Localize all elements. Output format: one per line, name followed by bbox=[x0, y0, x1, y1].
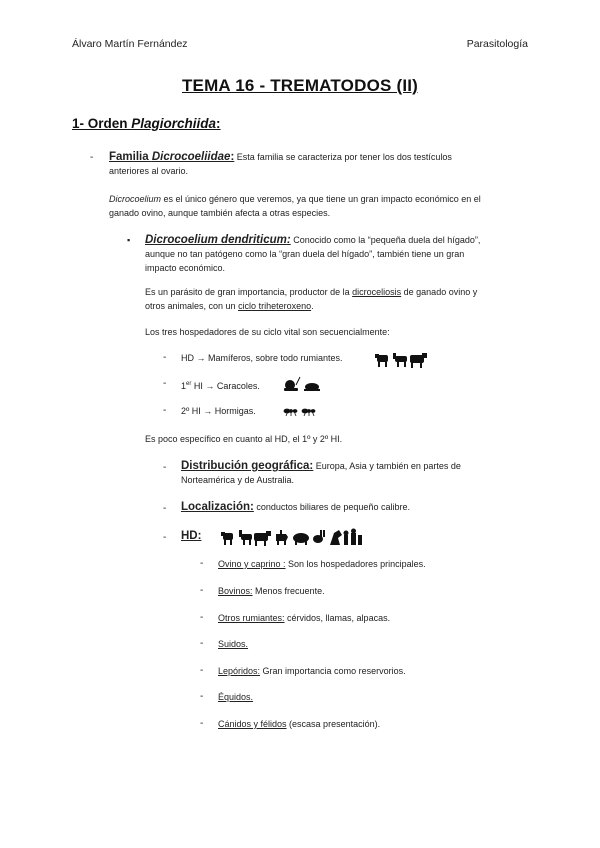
family-label-text: Familia bbox=[109, 151, 152, 163]
family-name: Dicrocoeliidae bbox=[151, 151, 231, 163]
species-name bbox=[145, 234, 291, 246]
hd-item bbox=[218, 557, 426, 571]
species-para3: Los tres hospedadores de su ciclo vital son secuencialmente: bbox=[145, 327, 390, 337]
distribution-bullet: - bbox=[163, 462, 167, 473]
hd-label: HD: bbox=[181, 530, 202, 542]
species-para4: Es poco específico en cuanto al HD, el 1º y 2º HI. bbox=[145, 434, 343, 444]
cycle-term: ciclo triheteroxeno bbox=[238, 301, 312, 311]
genus-desc-l1: es el único género que veremos, ya que tiene un gran impacto económico en el bbox=[161, 194, 481, 204]
host-second-intermediate: 2º HI → Hormigas. bbox=[181, 406, 256, 416]
family-colon: : bbox=[230, 151, 235, 163]
family-desc-l1: Esta familia se caracteriza por tener los dos testículos bbox=[234, 152, 452, 162]
hd-item-bullet: - bbox=[200, 718, 204, 729]
hd-item-bullet: - bbox=[200, 612, 204, 623]
species-para2 bbox=[145, 285, 545, 313]
species-desc-l3: impacto económico. bbox=[145, 263, 226, 273]
hd-item-label: Équidos. bbox=[218, 692, 254, 702]
section-colon: : bbox=[216, 116, 221, 131]
family-label bbox=[109, 151, 234, 163]
mammal-silhouettes-icon bbox=[374, 351, 430, 369]
hd-item bbox=[218, 664, 406, 678]
host-first-intermediate bbox=[181, 377, 260, 393]
location-bullet: - bbox=[163, 503, 167, 514]
header-subject: Parasitología bbox=[466, 38, 528, 50]
species-desc-l1: Conocido como la “pequeña duela del hígado”, bbox=[290, 235, 481, 245]
dicroceliosis-term: dicroceliosis bbox=[352, 287, 402, 297]
family-desc-l2: anteriores al ovario. bbox=[109, 166, 189, 176]
definitive-host-silhouettes-icon bbox=[220, 527, 365, 547]
distribution-label: Distribución geográfica: bbox=[181, 460, 314, 472]
hd-item-bullet: - bbox=[200, 638, 204, 649]
hd-item-bullet: - bbox=[200, 665, 204, 676]
species-desc-l2: aunque no tan patógeno como la “gran duela del hígado”, también tiene un gran bbox=[145, 249, 465, 259]
hd-item-text: Son los hospedadores principales. bbox=[285, 559, 426, 569]
hd-paragraph bbox=[181, 529, 201, 543]
hd-item-text: cérvidos, llamas, alpacas. bbox=[284, 613, 391, 623]
host1-text: HI → Caracoles. bbox=[191, 381, 260, 391]
para2-l2b: . bbox=[311, 301, 314, 311]
hd-bullet: - bbox=[163, 532, 167, 543]
location-text: conductos biliares de pequeño calibre. bbox=[253, 502, 410, 512]
family-paragraph bbox=[109, 150, 549, 178]
species-name-text: Dicrocoelium dendriticum bbox=[145, 234, 287, 246]
location-label: Localización: bbox=[181, 501, 254, 513]
page-title: TEMA 16 - TREMATODOS (II) bbox=[181, 76, 419, 95]
genus-name: Dicrocoelium bbox=[109, 194, 162, 204]
hd-item-label: Bovinos: bbox=[218, 586, 253, 596]
distribution-l1: Europa, Asia y también en partes de bbox=[313, 461, 461, 471]
genus-paragraph bbox=[109, 192, 549, 220]
family-bullet: - bbox=[90, 152, 94, 163]
genus-desc-l2: ganado ovino, aunque también afecta a otras especies. bbox=[109, 208, 331, 218]
species-bullet: ▪ bbox=[127, 235, 131, 245]
hd-item-label: Ovino y caprino : bbox=[218, 559, 286, 569]
hd-item bbox=[218, 584, 325, 598]
species-paragraph bbox=[145, 233, 545, 275]
host-definitive: HD → Mamíferos, sobre todo rumiantes. bbox=[181, 353, 343, 363]
distribution-paragraph bbox=[181, 459, 551, 487]
hd-item-label: Otros rumiantes: bbox=[218, 613, 285, 623]
section-heading bbox=[72, 116, 221, 131]
hd-item-label: Lepóridos: bbox=[218, 666, 261, 676]
hd-item bbox=[218, 637, 248, 651]
ant-silhouettes-icon bbox=[283, 404, 319, 418]
host-bullet: - bbox=[163, 405, 167, 416]
hd-item bbox=[218, 611, 390, 625]
section-name: Plagiorchiida bbox=[131, 116, 217, 131]
para2-l1b: de ganado ovino y bbox=[401, 287, 478, 297]
hd-item-label: Suidos. bbox=[218, 639, 249, 649]
host-bullet: - bbox=[163, 352, 167, 363]
hd-item bbox=[218, 717, 380, 731]
header-author: Álvaro Martín Fernández bbox=[72, 38, 188, 50]
host1-sup: er bbox=[186, 381, 192, 387]
snail-silhouettes-icon bbox=[282, 375, 322, 393]
host-bullet: - bbox=[163, 378, 167, 389]
hd-item-text: (escasa presentación). bbox=[286, 719, 381, 729]
hd-item-bullet: - bbox=[200, 558, 204, 569]
hd-item-bullet: - bbox=[200, 585, 204, 596]
hd-item-text: Menos frecuente. bbox=[252, 586, 325, 596]
hd-item bbox=[218, 690, 253, 704]
para2-l2a: otros animales, con un bbox=[145, 301, 239, 311]
section-number: 1- Orden bbox=[72, 116, 132, 131]
hd-item-label: Cánidos y félidos bbox=[218, 719, 287, 729]
hd-item-text: Gran importancia como reservorios. bbox=[260, 666, 406, 676]
host1-num: 1 bbox=[181, 381, 187, 391]
location-paragraph bbox=[181, 500, 551, 514]
para2-l1a: Es un parásito de gran importancia, productor de la bbox=[145, 287, 353, 297]
hd-item-bullet: - bbox=[200, 691, 204, 702]
distribution-l2: Norteamérica y de Australia. bbox=[181, 475, 295, 485]
species-colon: : bbox=[286, 234, 291, 246]
